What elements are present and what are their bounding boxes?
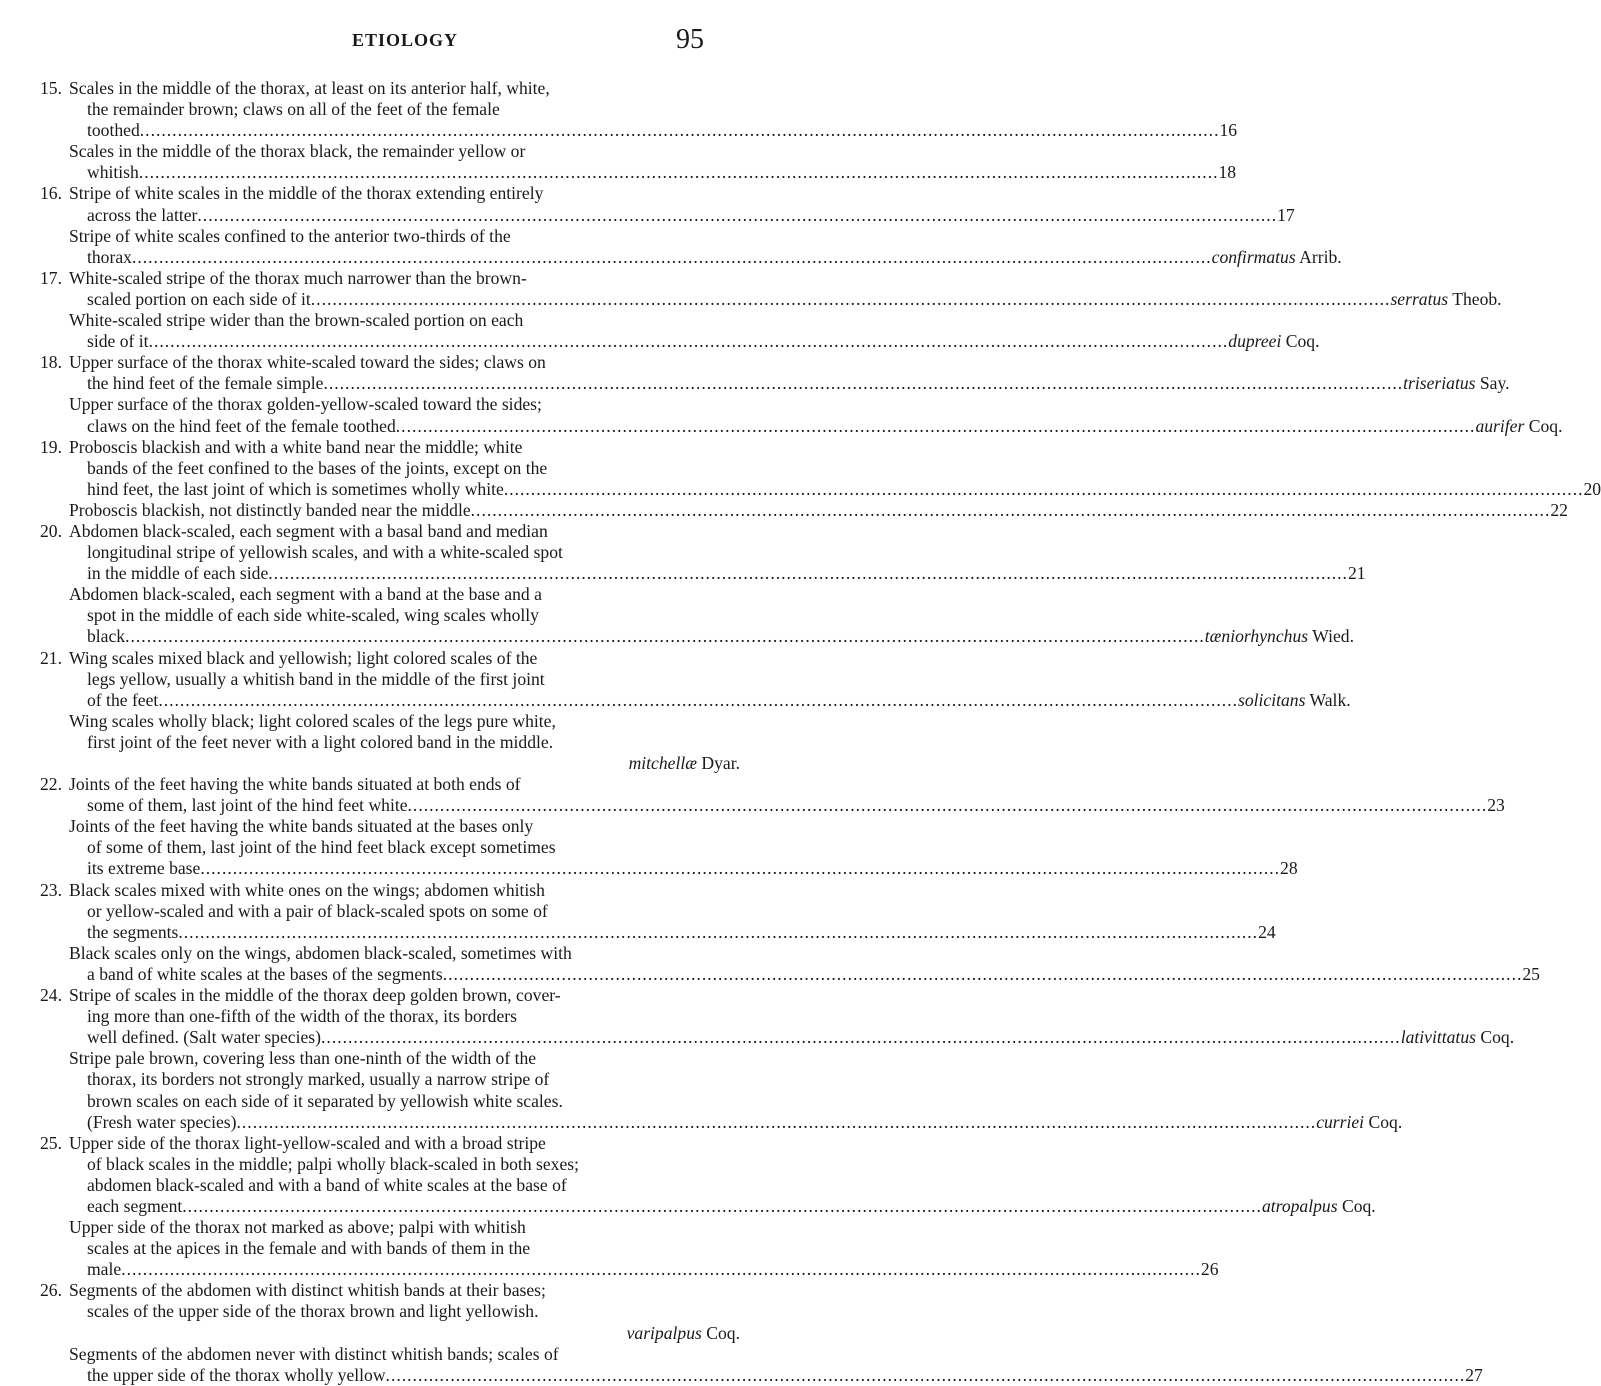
couplet-a — [40, 1133, 740, 1217]
running-title: ETIOLOGY — [352, 30, 458, 51]
species-name: dupreei — [1228, 331, 1281, 351]
couplet-line: Black scales mixed with white ones on the wings; abdomen whitish — [69, 880, 740, 901]
couplet-line: Joints of the feet having the white bands situated at the bases only — [69, 816, 740, 837]
leader-dots: ........................................................................................................................................................................................................ — [268, 563, 1348, 584]
couplet-text: side of it — [87, 331, 149, 352]
species-name: tæniorhynchus — [1205, 626, 1308, 646]
leader-dots: ........................................................................................................................................................................................................ — [396, 416, 1476, 437]
couplet-text: each segment — [87, 1196, 182, 1217]
couplet-text: male — [87, 1259, 121, 1280]
key-entry — [40, 880, 740, 985]
couplet-text: some of them, last joint of the hind feet white — [87, 795, 408, 816]
species-name: confirmatus — [1212, 247, 1296, 267]
leader-dots: ........................................................................................................................................................................................................ — [140, 120, 1220, 141]
reference-number: 18 — [1219, 162, 1237, 182]
couplet-final-line — [69, 858, 740, 879]
couplet-line: Stripe of scales in the middle of the thorax deep golden brown, cover- — [69, 985, 740, 1006]
leader-dots: ........................................................................................................................................................................................................ — [149, 331, 1229, 352]
couplet-line: the remainder brown; claws on all of the feet of the female — [69, 99, 740, 120]
couplet-a — [40, 1280, 740, 1343]
couplet-final-line — [69, 795, 740, 816]
entry-number: 15. — [40, 78, 66, 99]
couplet-b — [40, 226, 740, 268]
couplet-text: scaled portion on each side of it — [87, 289, 311, 310]
couplet-b — [40, 584, 740, 647]
reference-number: 23 — [1487, 795, 1505, 815]
key-entry — [40, 183, 740, 267]
couplet-reference — [1584, 479, 1601, 500]
couplet-reference — [1465, 1365, 1483, 1386]
couplet-line: Segments of the abdomen with distinct whitish bands at their bases; — [69, 1280, 740, 1301]
couplet-text: a band of white scales at the bases of the segments — [87, 964, 443, 985]
couplet-line: Black scales only on the wings, abdomen black-scaled, sometimes with — [69, 943, 740, 964]
leader-dots: ........................................................................................................................................................................................................ — [200, 858, 1280, 879]
couplet-b — [40, 1048, 740, 1132]
couplet-line: or yellow-scaled and with a pair of black-scaled spots on some of — [69, 901, 740, 922]
key-entry — [40, 78, 740, 183]
species-name: atropalpus — [1262, 1196, 1338, 1216]
couplet-final-line — [69, 373, 740, 394]
species-authority: Say. — [1480, 373, 1510, 393]
couplet-reference — [1316, 1112, 1402, 1133]
couplet-line: Wing scales wholly black; light colored scales of the legs pure white, — [69, 711, 740, 732]
couplet-line: Proboscis blackish and with a white band near the middle; white — [69, 437, 740, 458]
couplet-text: (Fresh water species) — [87, 1112, 237, 1133]
couplet-b — [40, 310, 740, 352]
couplet-text: claws on the hind feet of the female toothed — [87, 416, 396, 437]
couplet-line: abdomen black-scaled and with a band of white scales at the base of — [69, 1175, 740, 1196]
leader-dots: ........................................................................................................................................................................................................ — [132, 247, 1212, 268]
couplet-line: Upper side of the thorax not marked as above; palpi with whitish — [69, 1217, 740, 1238]
couplet-reference — [1262, 1196, 1376, 1217]
couplet-final-line — [69, 247, 740, 268]
couplet-line: Wing scales mixed black and yellowish; light colored scales of the — [69, 648, 740, 669]
key-entry — [40, 268, 740, 352]
species-authority: Coq. — [1529, 416, 1563, 436]
couplet-reference — [1258, 922, 1276, 943]
couplet-text: well defined. (Salt water species) — [87, 1027, 321, 1048]
species-authority: Coq. — [706, 1323, 740, 1343]
entry-number: 23. — [40, 880, 66, 901]
couplet-text: thorax — [87, 247, 132, 268]
couplet-reference — [1205, 626, 1354, 647]
species-name: mitchellæ — [629, 753, 697, 773]
species-authority: Coq. — [1480, 1027, 1514, 1047]
couplet-b — [40, 816, 740, 879]
leader-dots: ........................................................................................................................................................................................................ — [321, 1027, 1401, 1048]
species-authority: Coq. — [1368, 1112, 1402, 1132]
couplet-a — [40, 774, 740, 816]
couplet-reference — [1522, 964, 1540, 985]
key-entry — [40, 774, 740, 879]
reference-number: 20 — [1584, 479, 1601, 499]
couplet-reference — [1403, 373, 1509, 394]
couplet-reference — [1201, 1259, 1219, 1280]
couplet-b — [40, 141, 740, 183]
identification-key — [40, 78, 740, 1386]
couplet-line: Abdomen black-scaled, each segment with a band at the base and a — [69, 584, 740, 605]
couplet-line: Segments of the abdomen never with distinct whitish bands; scales of — [69, 1344, 740, 1365]
couplet-a — [40, 521, 740, 584]
couplet-b — [40, 500, 740, 521]
couplet-final-line — [69, 964, 740, 985]
reference-number: 28 — [1280, 858, 1298, 878]
leader-dots: ........................................................................................................................................................................................................ — [182, 1196, 1262, 1217]
couplet-text: the segments — [87, 922, 178, 943]
species-name: triseriatus — [1403, 373, 1475, 393]
couplet-a — [40, 985, 740, 1048]
couplet-reference — [629, 753, 740, 774]
key-entry — [40, 1133, 740, 1281]
couplet-reference — [627, 1323, 740, 1344]
couplet-b — [40, 711, 740, 774]
species-name: solicitans — [1238, 690, 1305, 710]
couplet-line: Stripe pale brown, covering less than one-ninth of the width of the — [69, 1048, 740, 1069]
couplet-line: thorax, its borders not strongly marked, usually a narrow stripe of — [69, 1069, 740, 1090]
couplet-text: whitish — [87, 162, 139, 183]
leader-dots: ........................................................................................................................................................................................................ — [125, 626, 1205, 647]
couplet-line: Upper surface of the thorax golden-yellow-scaled toward the sides; — [69, 394, 740, 415]
entry-number: 18. — [40, 352, 66, 373]
couplet-final-line — [69, 753, 740, 774]
couplet-a — [40, 648, 740, 711]
couplet-line: of some of them, last joint of the hind feet black except sometimes — [69, 837, 740, 858]
couplet-final-line — [69, 563, 740, 584]
key-entry — [40, 437, 740, 521]
couplet-b — [40, 1344, 740, 1386]
couplet-b — [40, 943, 740, 985]
couplet-final-line — [69, 1323, 740, 1344]
couplet-final-line — [69, 1196, 740, 1217]
entry-number: 16. — [40, 183, 66, 204]
couplet-reference — [1348, 563, 1366, 584]
couplet-line: ing more than one-fifth of the width of the thorax, its borders — [69, 1006, 740, 1027]
couplet-a — [40, 268, 740, 310]
reference-number: 25 — [1522, 964, 1540, 984]
couplet-line: scales of the upper side of the thorax brown and light yellowish. — [69, 1301, 740, 1322]
reference-number: 17 — [1277, 205, 1295, 225]
couplet-text: in the middle of each side — [87, 563, 268, 584]
leader-dots: ........................................................................................................................................................................................................ — [158, 690, 1238, 711]
leader-dots: ........................................................................................................................................................................................................ — [386, 1365, 1466, 1386]
leader-dots: ........................................................................................................................................................................................................ — [121, 1259, 1201, 1280]
book-page — [0, 0, 800, 1320]
couplet-a — [40, 78, 740, 141]
couplet-reference — [1390, 289, 1501, 310]
couplet-final-line — [69, 205, 740, 226]
reference-number: 22 — [1550, 500, 1568, 520]
reference-number: 27 — [1465, 1365, 1483, 1385]
couplet-final-line — [69, 922, 740, 943]
species-name: varipalpus — [627, 1323, 702, 1343]
species-authority: Coq. — [1342, 1196, 1376, 1216]
couplet-line: first joint of the feet never with a light colored band in the middle. — [69, 732, 740, 753]
couplet-text: the hind feet of the female simple — [87, 373, 323, 394]
couplet-line: brown scales on each side of it separated by yellowish white scales. — [69, 1091, 740, 1112]
leader-dots: ........................................................................................................................................................................................................ — [323, 373, 1403, 394]
couplet-final-line — [69, 690, 740, 711]
couplet-final-line — [69, 416, 740, 437]
couplet-a — [40, 352, 740, 394]
couplet-final-line — [69, 162, 740, 183]
leader-dots: ........................................................................................................................................................................................................ — [311, 289, 1391, 310]
couplet-line: longitudinal stripe of yellowish scales, and with a white-scaled spot — [69, 542, 740, 563]
couplet-line: bands of the feet confined to the bases of the joints, except on the — [69, 458, 740, 479]
species-authority: Wied. — [1312, 626, 1354, 646]
key-entry — [40, 985, 740, 1133]
couplet-line: spot in the middle of each side white-scaled, wing scales wholly — [69, 605, 740, 626]
couplet-final-line — [69, 1112, 740, 1133]
couplet-line: Upper side of the thorax light-yellow-scaled and with a broad stripe — [69, 1133, 740, 1154]
leader-dots: ........................................................................................................................................................................................................ — [139, 162, 1219, 183]
couplet-reference — [1550, 500, 1568, 521]
leader-dots: ........................................................................................................................................................................................................ — [443, 964, 1523, 985]
reference-number: 24 — [1258, 922, 1276, 942]
couplet-reference — [1228, 331, 1319, 352]
leader-dots: ........................................................................................................................................................................................................ — [408, 795, 1488, 816]
couplet-text: its extreme base — [87, 858, 200, 879]
reference-number: 16 — [1219, 120, 1237, 140]
couplet-final-line — [69, 1365, 740, 1386]
couplet-line: Joints of the feet having the white bands situated at both ends of — [69, 774, 740, 795]
page-number: 95 — [676, 24, 704, 56]
couplet-line: White-scaled stripe wider than the brown-scaled portion on each — [69, 310, 740, 331]
reference-number: 26 — [1201, 1259, 1219, 1279]
couplet-a — [40, 437, 740, 500]
couplet-b — [40, 1217, 740, 1280]
couplet-line: of black scales in the middle; palpi wholly black-scaled in both sexes; — [69, 1154, 740, 1175]
species-authority: Dyar. — [701, 753, 740, 773]
species-authority: Theob. — [1452, 289, 1501, 309]
entry-number: 24. — [40, 985, 66, 1006]
couplet-text: toothed — [87, 120, 140, 141]
species-name: lativittatus — [1401, 1027, 1476, 1047]
couplet-final-line — [69, 289, 740, 310]
couplet-reference — [1219, 162, 1237, 183]
couplet-line: Stripe of white scales confined to the anterior two-thirds of the — [69, 226, 740, 247]
species-name: aurifer — [1475, 416, 1524, 436]
couplet-reference — [1280, 858, 1298, 879]
leader-dots: ........................................................................................................................................................................................................ — [471, 500, 1551, 521]
reference-number: 21 — [1348, 563, 1366, 583]
couplet-final-line — [69, 479, 740, 500]
couplet-a — [40, 880, 740, 943]
couplet-line: Upper surface of the thorax white-scaled toward the sides; claws on — [69, 352, 740, 373]
species-name: serratus — [1390, 289, 1448, 309]
key-entry — [40, 1280, 740, 1385]
couplet-line: legs yellow, usually a whitish band in the middle of the first joint — [69, 669, 740, 690]
leader-dots: ........................................................................................................................................................................................................ — [237, 1112, 1317, 1133]
couplet-final-line — [69, 626, 740, 647]
couplet-final-line — [69, 1259, 740, 1280]
couplet-final-line — [69, 120, 740, 141]
species-authority: Walk. — [1310, 690, 1351, 710]
couplet-a — [40, 183, 740, 225]
leader-dots: ........................................................................................................................................................................................................ — [197, 205, 1277, 226]
couplet-final-line — [69, 331, 740, 352]
couplet-final-line — [69, 500, 740, 521]
entry-number: 25. — [40, 1133, 66, 1154]
entry-number: 19. — [40, 437, 66, 458]
couplet-reference — [1277, 205, 1295, 226]
couplet-line: White-scaled stripe of the thorax much narrower than the brown- — [69, 268, 740, 289]
couplet-final-line — [69, 1027, 740, 1048]
couplet-reference — [1487, 795, 1505, 816]
couplet-reference — [1238, 690, 1351, 711]
couplet-line: Scales in the middle of the thorax, at least on its anterior half, white, — [69, 78, 740, 99]
couplet-reference — [1475, 416, 1562, 437]
key-entry — [40, 521, 740, 648]
entry-number: 21. — [40, 648, 66, 669]
couplet-text: hind feet, the last joint of which is sometimes wholly white — [87, 479, 504, 500]
entry-number: 22. — [40, 774, 66, 795]
couplet-text: of the feet — [87, 690, 158, 711]
page-header — [0, 22, 800, 62]
species-name: curriei — [1316, 1112, 1364, 1132]
entry-number: 17. — [40, 268, 66, 289]
couplet-text: black — [87, 626, 125, 647]
couplet-line: Abdomen black-scaled, each segment with a basal band and median — [69, 521, 740, 542]
couplet-reference — [1219, 120, 1237, 141]
entry-number: 26. — [40, 1280, 66, 1301]
couplet-text: Proboscis blackish, not distinctly banded near the middle — [69, 500, 471, 521]
species-authority: Coq. — [1286, 331, 1320, 351]
couplet-line: Scales in the middle of the thorax black, the remainder yellow or — [69, 141, 740, 162]
couplet-b — [40, 394, 740, 436]
couplet-line: scales at the apices in the female and with bands of them in the — [69, 1238, 740, 1259]
leader-dots: ........................................................................................................................................................................................................ — [504, 479, 1584, 500]
couplet-reference — [1212, 247, 1342, 268]
couplet-line: Stripe of white scales in the middle of the thorax extending entirely — [69, 183, 740, 204]
leader-dots: ........................................................................................................................................................................................................ — [178, 922, 1258, 943]
couplet-text: across the latter — [87, 205, 197, 226]
couplet-reference — [1401, 1027, 1514, 1048]
key-entry — [40, 352, 740, 436]
entry-number: 20. — [40, 521, 66, 542]
key-entry — [40, 648, 740, 775]
couplet-text: the upper side of the thorax wholly yellow — [87, 1365, 386, 1386]
species-authority: Arrib. — [1299, 247, 1342, 267]
